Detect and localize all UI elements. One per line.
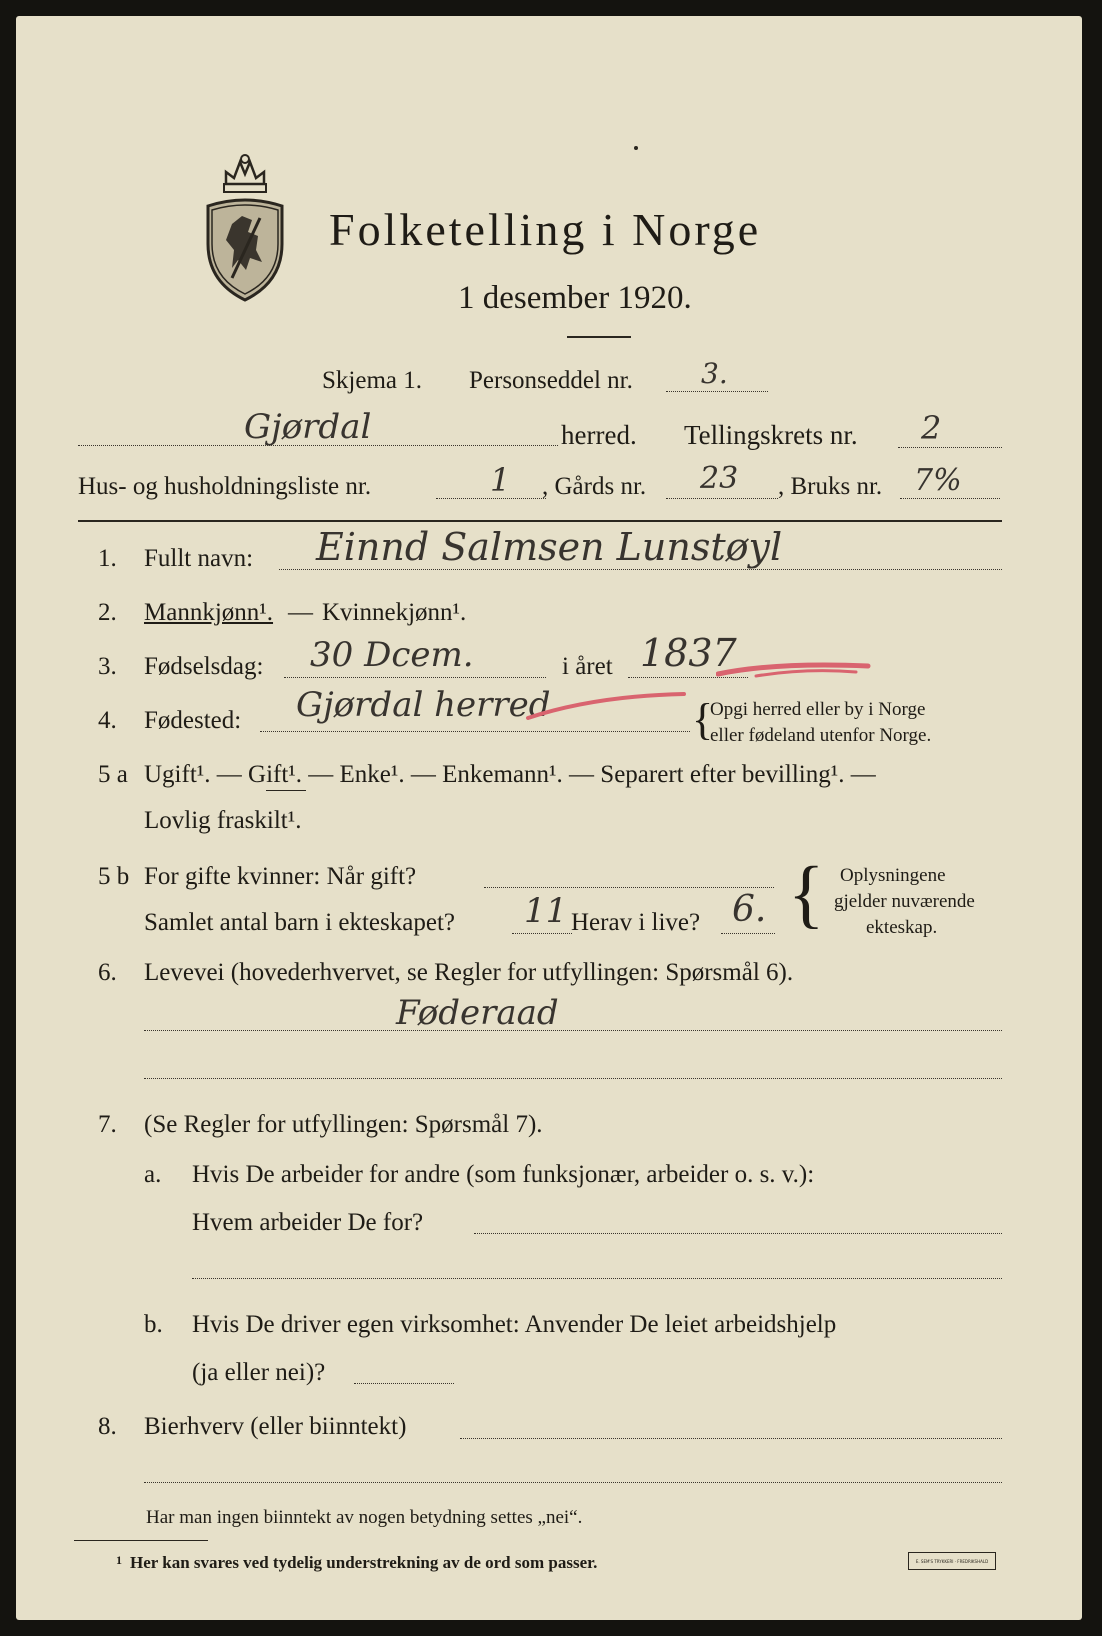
birth-year-value[interactable]: 1837 — [640, 631, 737, 675]
q8-answer-line2 — [144, 1482, 1002, 1483]
marital-status-options[interactable]: Ugift¹. — Gift¹. — Enke¹. — Enkemann¹. — Separert efter bevilling¹. — — [144, 761, 876, 788]
q1-label: Fullt navn: — [144, 545, 254, 572]
q5b-children-line — [512, 933, 572, 934]
bruks-line — [900, 498, 1000, 499]
husliste-value[interactable]: 1 — [490, 461, 511, 499]
q5b-alive-label: Herav i live? — [571, 909, 701, 936]
bruks-label: , Bruks nr. — [778, 473, 883, 500]
q8-label: Bierhverv (eller biinntekt) — [144, 1413, 407, 1440]
birthplace-value[interactable]: Gjørdal herred — [296, 685, 551, 725]
header-separator — [78, 520, 1002, 522]
tellingskrets-label: Tellingskrets nr. — [684, 420, 858, 450]
q5b-married-label: For gifte kvinner: Når gift? — [144, 863, 417, 890]
q3-line — [284, 677, 546, 678]
marital-status-options-cont[interactable]: Lovlig fraskilt¹. — [144, 807, 302, 834]
q3-year-label: i året — [562, 653, 613, 680]
personseddel-value[interactable]: 3. — [701, 357, 728, 390]
q4-line — [260, 731, 690, 732]
printer-stamp — [908, 1552, 996, 1570]
q7a-line1: Hvis De arbeider for andre (som funksjonær, arbeider o. s. v.): — [192, 1161, 815, 1188]
occupation-value[interactable]: Føderaad — [396, 993, 559, 1033]
footnote-text: Her kan svares ved tydelig understrekning av de ord som passer. — [130, 1553, 598, 1572]
q6-line1 — [144, 1030, 1002, 1031]
q4-note-line1: Opgi herred eller by i Norge — [710, 699, 926, 720]
form-title: Folketelling i Norge — [329, 204, 762, 255]
q3-number: 3. — [98, 653, 117, 680]
ink-dot — [634, 146, 638, 150]
footnote-divider — [74, 1540, 208, 1541]
q3-label: Fødselsdag: — [144, 653, 264, 680]
tellingskrets-value[interactable]: 2 — [921, 409, 942, 447]
q7a-letter: a. — [144, 1161, 162, 1188]
q7b-letter: b. — [144, 1311, 163, 1338]
q5a-number: 5 a — [98, 761, 128, 788]
q7a-answer-line — [474, 1233, 1002, 1234]
q5b-note-line1: Oplysningene — [840, 865, 946, 886]
q6-label: Levevei (hovederhvervet, se Regler for utfyllingen: Spørsmål 6). — [144, 959, 794, 986]
q6-line2 — [144, 1078, 1002, 1079]
q8-answer-line — [460, 1438, 1002, 1439]
tellingskrets-line — [898, 447, 1002, 448]
q5b-note-line2: gjelder nuværende — [834, 891, 975, 912]
gards-label: , Gårds nr. — [542, 473, 647, 500]
husliste-label: Hus- og husholdningsliste nr. — [78, 473, 372, 500]
q7-label: (Se Regler for utfyllingen: Spørsmål 7). — [144, 1111, 543, 1138]
q7a-line2: Hvem arbeider De for? — [192, 1209, 424, 1236]
q5b-note-line3: ekteskap. — [866, 917, 938, 938]
title-divider — [567, 336, 631, 338]
q5b-children-label: Samlet antal barn i ekteskapet? — [144, 909, 455, 936]
q1-line — [279, 569, 1002, 570]
q7b-line2: (ja eller nei)? — [192, 1359, 326, 1386]
q5b-married-line — [484, 887, 774, 888]
q7b-answer-line — [354, 1383, 454, 1384]
printer-stamp-text: E. SEM'S TRYKKERI · FREDRIKSHALD — [915, 1558, 989, 1564]
q7b-line1: Hvis De driver egen virksomhet: Anvender De leiet arbeidshjelp — [192, 1311, 837, 1338]
gift-underline — [266, 790, 306, 791]
q4-number: 4. — [98, 707, 117, 734]
q6-number: 6. — [98, 959, 117, 986]
gender-female-option[interactable]: Kvinnekjønn¹. — [322, 599, 467, 626]
q8-number: 8. — [98, 1413, 117, 1440]
q5b-alive-line — [721, 933, 775, 934]
herred-value[interactable]: Gjørdal — [244, 407, 372, 447]
q5b-brace: { — [788, 852, 825, 936]
personseddel-line — [666, 391, 768, 392]
personseddel-label: Personseddel nr. — [469, 367, 633, 394]
q4-note-line2: eller fødeland utenfor Norge. — [710, 725, 932, 746]
birth-date-value[interactable]: 30 Dcem. — [310, 635, 474, 675]
gards-line — [666, 498, 778, 499]
red-pencil-stroke — [716, 652, 876, 682]
full-name-value[interactable]: Einnd Salmsen Lunstøyl — [316, 525, 783, 569]
gards-value[interactable]: 23 — [700, 461, 739, 496]
income-note: Har man ingen biinntekt av nogen betydning settes „nei“. — [146, 1507, 583, 1528]
norwegian-coat-of-arms-icon — [202, 154, 288, 304]
bruks-value[interactable]: 7% — [914, 463, 962, 498]
children-count-value[interactable]: 11 — [524, 891, 568, 931]
q7-number: 7. — [98, 1111, 117, 1138]
census-date: 1 desember 1920. — [458, 280, 692, 316]
herred-label: herred. — [561, 420, 637, 450]
q1-number: 1. — [98, 545, 117, 572]
q7a-answer-line2 — [192, 1278, 1002, 1279]
q4-brace: { — [692, 695, 714, 744]
census-form-sheet — [16, 16, 1082, 1620]
q2-number: 2. — [98, 599, 117, 626]
children-alive-value[interactable]: 6. — [732, 889, 767, 930]
gender-separator: — — [288, 599, 313, 626]
red-strike — [524, 688, 694, 728]
gender-male-option[interactable]: Mannkjønn¹. — [144, 599, 274, 626]
skjema-label: Skjema 1. — [322, 367, 422, 394]
footnote-mark: 1 — [116, 1553, 122, 1567]
q4-label: Fødested: — [144, 707, 242, 734]
q5b-number: 5 b — [98, 863, 130, 890]
